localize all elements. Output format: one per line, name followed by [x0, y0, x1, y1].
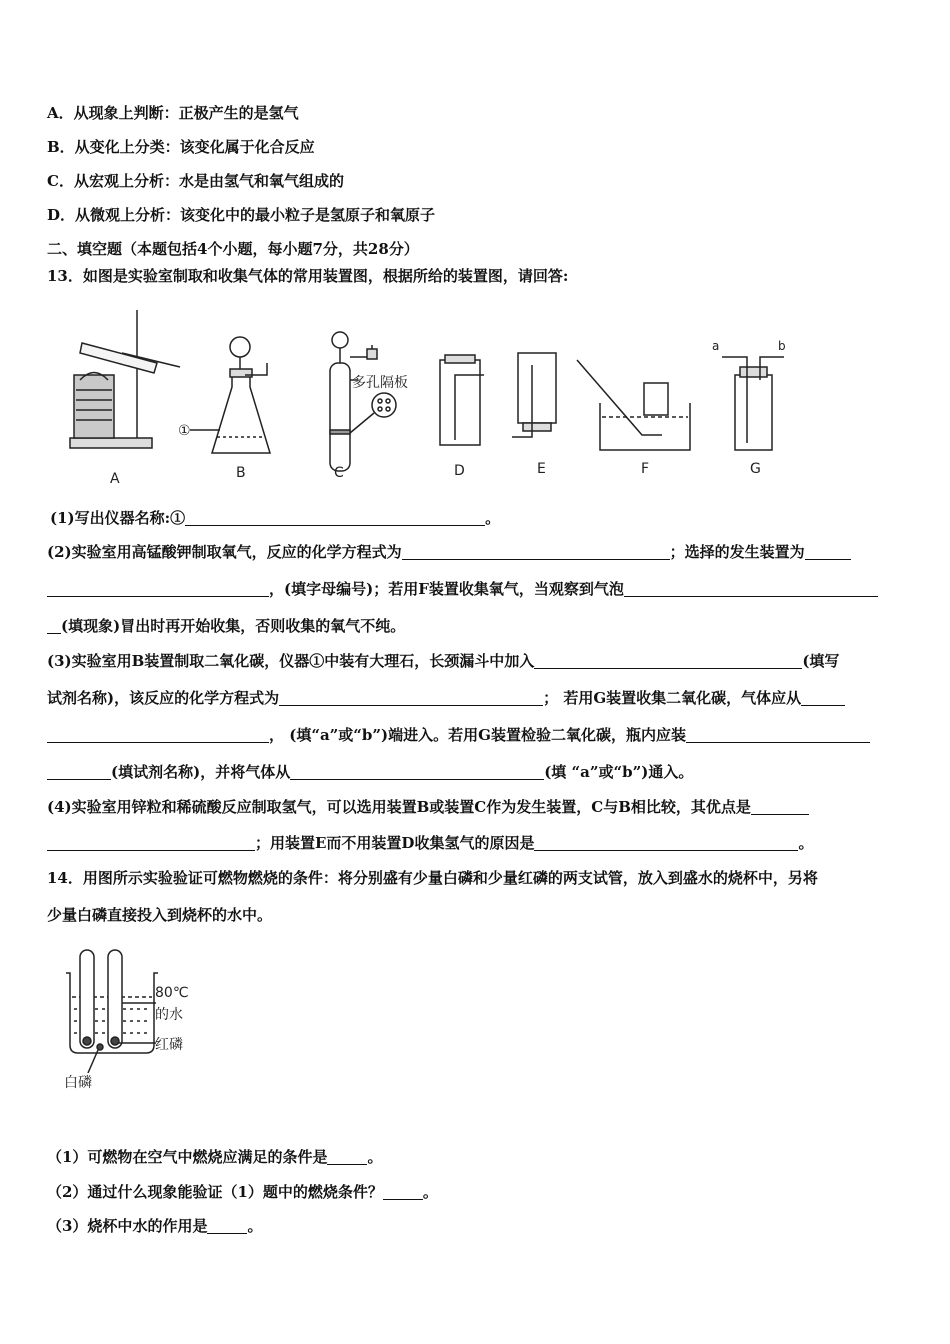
q13-part2-line1: (2)实验室用高锰酸钾制取氧气，反应的化学方程式为 ；选择的发生装置为	[47, 542, 851, 562]
white-phosphorus-label: 白磷	[64, 1075, 92, 1091]
q13-part3-line2: 试剂名称)，该反应的化学方程式为 ； 若用G装置收集二氧化碳，气体应从	[47, 688, 845, 708]
answer-blank[interactable]	[534, 653, 802, 669]
option-b: B．从变化上分类：该变化属于化合反应	[47, 138, 315, 156]
answer-blank[interactable]	[47, 764, 111, 780]
q14-sub3: （3）烧杯中水的作用是 。	[47, 1217, 263, 1235]
answer-blank[interactable]	[686, 727, 870, 743]
answer-blank[interactable]	[534, 835, 798, 851]
q13-part4-line2: ；用装置E而不用装置D收集氢气的原因是 。	[47, 833, 813, 853]
water-label: 的水	[155, 1007, 183, 1023]
option-a: A．从现象上判断：正极产生的是氢气	[47, 104, 299, 122]
apparatus-e	[512, 353, 556, 437]
q13-part3-line4: (填试剂名称)，并将气体从 (填 “a”或“b”)通入。	[47, 762, 693, 782]
answer-blank[interactable]	[47, 835, 255, 851]
option-c: C．从宏观上分析：水是由氢气和氧气组成的	[47, 172, 344, 190]
option-d: D．从微观上分析：该变化中的最小粒子是氢原子和氧原子	[47, 206, 436, 224]
q13-part3-line3: ， (填“a”或“b”)端进入。若用G装置检验二氧化碳，瓶内应装	[47, 725, 870, 745]
answer-blank[interactable]	[290, 764, 544, 780]
answer-blank[interactable]	[185, 510, 485, 526]
answer-blank[interactable]	[801, 690, 845, 706]
answer-blank[interactable]	[327, 1149, 367, 1165]
label-a: A	[110, 471, 120, 487]
label-d: D	[454, 463, 465, 479]
marker-one: ①	[178, 423, 191, 439]
label-b: B	[236, 465, 246, 481]
porous-plate-label: 多孔隔板	[352, 375, 408, 391]
answer-blank[interactable]	[805, 544, 851, 560]
q14-sub1: （1）可燃物在空气中燃烧应满足的条件是 。	[47, 1148, 383, 1166]
q13-part2-line2: ，(填字母编号)；若用F装置收集氧气，当观察到气泡	[47, 579, 878, 599]
apparatus-d	[440, 355, 484, 445]
apparatus-f	[577, 360, 690, 450]
q14-stem-line1: 14．用图所示实验验证可燃物燃烧的条件：将分别盛有少量白磷和少量红磷的两支试管，放入到盛水的烧杯中，另将	[47, 869, 818, 887]
port-a-label: a	[712, 339, 720, 353]
water-temp-label: 80℃	[155, 985, 189, 1001]
answer-blank[interactable]	[47, 581, 269, 597]
q13-part1: (1)写出仪器名称:① 。	[50, 509, 501, 527]
answer-blank[interactable]	[383, 1184, 423, 1200]
answer-blank[interactable]	[624, 581, 878, 597]
label-g: G	[750, 461, 761, 477]
answer-blank[interactable]	[402, 544, 670, 560]
section-heading: 二、填空题（本题包括4个小题，每小题7分，共28分）	[47, 240, 419, 258]
q14-stem-line2: 少量白磷直接投入到烧杯的水中。	[47, 906, 273, 924]
answer-blank[interactable]	[279, 690, 543, 706]
red-phosphorus-label: 红磷	[155, 1037, 183, 1053]
q13-stem: 13．如图是实验室制取和收集气体的常用装置图，根据所给的装置图，请回答:	[47, 267, 569, 285]
label-c: C	[334, 465, 344, 481]
q14-sub2: （2）通过什么现象能验证（1）题中的燃烧条件？ 。	[47, 1183, 438, 1201]
answer-blank[interactable]	[751, 799, 809, 815]
apparatus-b	[190, 337, 270, 453]
label-f: F	[641, 461, 650, 477]
q13-part2-line3: (填现象)冒出时再开始收集，否则收集的氧气不纯。	[47, 616, 405, 636]
apparatus-g	[722, 357, 784, 450]
answer-blank[interactable]	[207, 1218, 247, 1234]
q13-part4-line1: (4)实验室用锌粒和稀硫酸反应制取氢气，可以选用装置B或装置C作为发生装置，C与B相比较，其优点是	[47, 797, 809, 817]
apparatus-a	[70, 310, 180, 448]
answer-blank[interactable]	[47, 727, 269, 743]
port-b-label: b	[778, 339, 786, 353]
q14-beaker-figure	[58, 945, 208, 1095]
label-e: E	[537, 461, 546, 477]
q13-apparatus-figure	[62, 305, 802, 490]
q13-part3-line1: (3)实验室用B装置制取二氧化碳，仪器①中装有大理石，长颈漏斗中加入 (填写	[47, 652, 840, 670]
answer-blank[interactable]	[47, 618, 61, 634]
apparatus-c	[330, 332, 396, 471]
